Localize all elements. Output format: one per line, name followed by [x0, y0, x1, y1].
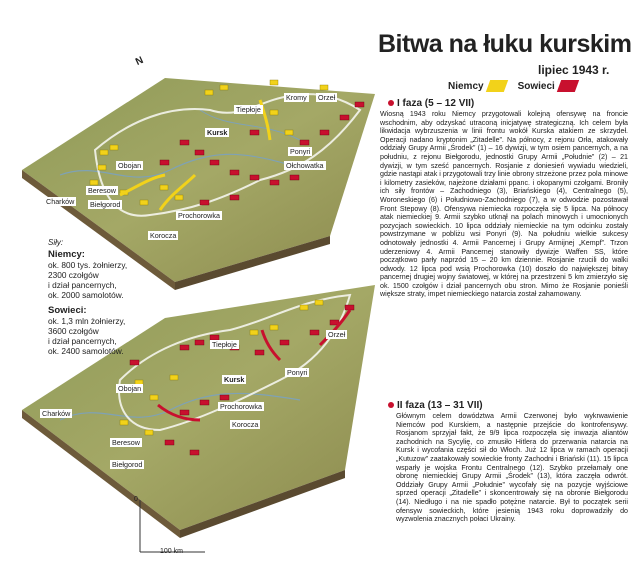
- forces-germans-line: i dział pancernych,: [48, 280, 117, 290]
- scale-zero: 0: [134, 496, 138, 503]
- forces-soviets-line: ok. 2400 samolotów.: [48, 346, 124, 356]
- place-label: Korocza: [150, 231, 177, 240]
- forces-soviets-line: i dział pancernych,: [48, 336, 117, 346]
- place-label: Biełgorod: [90, 200, 121, 209]
- forces-germans-line: ok. 2000 samolotów.: [48, 290, 124, 300]
- place-label: Obojan: [118, 161, 142, 170]
- place-label: Prochorowka: [178, 211, 220, 220]
- place-label: Ołchowatka: [286, 161, 324, 170]
- place-label: Kursk: [224, 375, 245, 384]
- place-label: Ponyri: [290, 147, 311, 156]
- place-label: Orzeł: [318, 93, 336, 102]
- place-label: Kromy: [286, 93, 307, 102]
- phase1-heading-text: I faza (5 – 12 VII): [397, 98, 475, 109]
- place-label: Biełgorod: [112, 460, 143, 469]
- forces-germans-line: ok. 800 tys. żołnierzy,: [48, 260, 128, 270]
- forces-box: [48, 238, 148, 356]
- place-label: Beresow: [112, 438, 140, 447]
- place-label: Korocza: [232, 420, 259, 429]
- place-label: Kursk: [207, 128, 228, 137]
- place-label: Charków: [46, 197, 75, 206]
- legend-soviets-swatch: [557, 80, 579, 92]
- legend-germans-label: Niemcy: [448, 80, 484, 92]
- place-label: Tiepłoje: [236, 105, 261, 114]
- place-label: Prochorowka: [220, 402, 262, 411]
- phase2-heading-text: II faza (13 – 31 VII): [397, 400, 483, 411]
- compass-north-icon: N: [134, 54, 146, 69]
- place-label: Obojan: [118, 384, 142, 393]
- phase1-heading: [388, 98, 474, 109]
- place-label: Charków: [42, 409, 71, 418]
- legend: [448, 80, 589, 92]
- page-subtitle: lipiec 1943 r.: [538, 63, 610, 77]
- legend-soviets-label: Sowieci: [517, 80, 555, 92]
- forces-germans-head: Niemcy:: [48, 249, 85, 260]
- phase1-text: Wiosną 1943 roku Niemcy przygotowali kolejną ofensywę na froncie wschodnim, aby odzyskać utraconą inicjatywę strategiczną. Ich celem była likwidacja wybrzuszenia w linii frontu wokół Kurska atakiem ze skrzydeł. Operacji nadano kryptonim „Zitadelle”. Na północy, z rejonu Orła, atakowały oddziały Grupy Armii „Środek” (1) – 16 dywizji, w tym osiem pancernych, a na południu, z rejonu Biełgorodu, jednostki Grupy Armii „Południe” (2) – 21 dywizji, w tym sześć pancernych. Rosjanie z doniesień wywiadu wiedzieli, gdzie nastąpi atak i przygotowali trzy linie obrony strzeżone przez pola minowe i kilometry zasieków, najeżone działami ppanc. i okopanymi czołgami. Broniły ich siły frontów – Zachodniego (3), Briańskiego (4), Centralnego (5), Woroneskiego (6) i Południowo-Zachodniego (7), a w odwodzie pozostawał Front Stepowy (8). Ofensywa niemiecka rozpoczęła się 5 lipca. Na północy atak niemieckiej 9. Armii szybko utknął na polach minowych i umocnionych pozycjach sowieckich. 10 lipca oddziały niemieckie na tym odcinku zostały powstrzymane w pobliżu wsi Ponyri (9). Na południu wielkie sukcesy odnotowały jednostki 4. Armii Pancernej i Grupy Armijnej „Kempf”. Trzon uderzeniowy 4. Armii Pancernej stanowiły dywizje Waffen SS, które początkowo parły naprzód 15 – 20 km dziennie. Rosjanie rzucili do walki odwody. 12 lipca pod wsią Prochorowka (10) doszło do największej bitwy pancernej drugiej wojny światowej, w której na przestrzeni 5 km zmierzyło się ok. 1500 czołgów i dział pancernych obu stron. Mimo że Rosjanie ponieśli większe straty, impet niemieckiego natarcia został zahamowany.: [380, 110, 628, 299]
- place-label: Ponyri: [287, 368, 308, 377]
- forces-label: Siły:: [48, 238, 64, 247]
- forces-germans-line: 2300 czołgów: [48, 270, 99, 280]
- phase2-heading: [388, 400, 483, 411]
- phase2-text: Głównym celem dowództwa Armii Czerwonej było wykrwawienie Niemców pod Kurskiem, a następnie przejście do kontrofensywy. Rosjanom sprzyjał fakt, że 9/9 lipca rozpoczęła się inwazja aliantów zachodnich na Sycylię, co zmusiło Hitlera do przerwania natarcia na Kursk i wycofania części sił do Włoch. Już 12 lipca w ramach operacji „Kutuzow” zaatakowały sowieckie fronty Zachodni i Briański (11). 15 lipca wsparły je wojska Frontu Centralnego (12). Szybko przełamały one obronę niemieckiej Grupy Armii „Środek” (13), która zaczęła odwrót. Oddziały Grupy Armii „Południe” wycofały się na pozycje wyjściowe sprzed operacji „Zitadelle” i skoncentrowały się na obronie Biełgorodu (14). Niedługo i na nie spadło potężne natarcie. Był to początek serii ofensyw sowieckich, które jesienią 1943 roku doprowadziły do wyzwolenia znacznych połaci Ukrainy.: [396, 412, 628, 524]
- legend-germans-swatch: [485, 80, 507, 92]
- forces-soviets-line: 3600 czołgów: [48, 326, 99, 336]
- place-label: Tiepłoje: [212, 340, 237, 349]
- scale-label: 100 km: [160, 548, 183, 555]
- page-title: Bitwa na łuku kurskim: [378, 30, 632, 58]
- forces-soviets-head: Sowieci:: [48, 305, 87, 316]
- place-label: Beresow: [88, 186, 116, 195]
- forces-soviets-line: ok. 1,3 mln żołnierzy,: [48, 316, 126, 326]
- place-label: Orzeł: [328, 330, 346, 339]
